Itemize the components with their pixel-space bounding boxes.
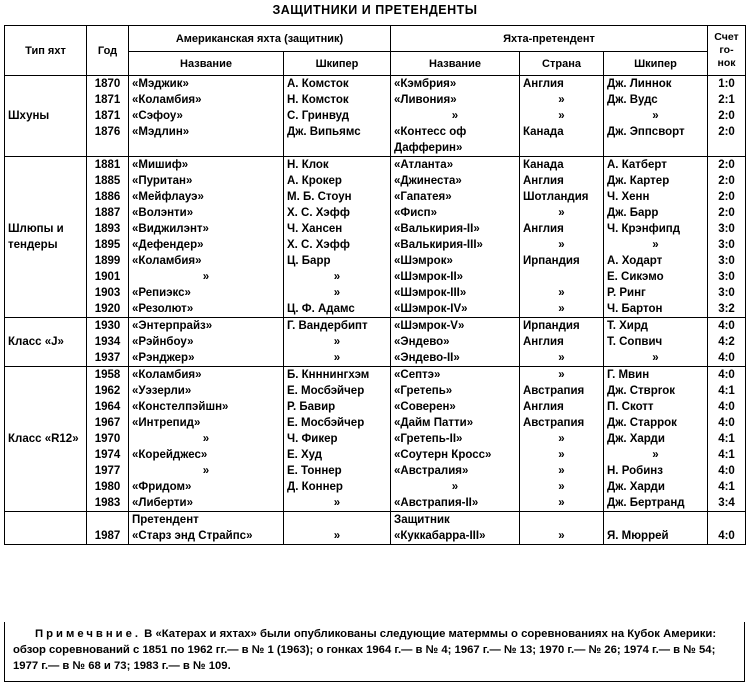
score-entry: 2:0 <box>718 159 735 171</box>
ch-skipper-entry: А. Катберт <box>607 159 667 171</box>
ch-name-entry: «Соверен» <box>394 401 456 413</box>
year-entry: 1970 <box>94 433 121 445</box>
ch-skipper-entry: Г. Мвин <box>607 369 650 381</box>
am-skipper-entry: » <box>333 336 341 348</box>
ch-country-entry: Шотландия <box>523 191 589 203</box>
year-entry: 1987 <box>94 530 121 542</box>
ch-skipper-entry: Ч. Бартон <box>607 303 663 315</box>
year-entry: 1903 <box>94 287 121 299</box>
year-entry: 1901 <box>94 271 121 283</box>
ch-name-column <box>391 76 520 157</box>
ch-name-entry: » <box>451 110 459 122</box>
year-entry: 1895 <box>94 239 121 251</box>
score-entry: 4:0 <box>718 465 735 477</box>
yacht-type: Шлюпы и тендеры <box>8 223 64 251</box>
year-column <box>87 157 129 318</box>
am-name-entry: «Фридом» <box>132 481 192 493</box>
score-entry: 2:0 <box>718 175 735 187</box>
yacht-type: Класс «R12» <box>8 433 79 445</box>
yacht-group-row <box>5 367 746 512</box>
am-name-entry: «Мэджик» <box>132 78 189 90</box>
ch-name-entry: «Джинеста» <box>394 175 462 187</box>
ch-name-entry: «Ливония» <box>394 94 457 106</box>
defenders-table <box>4 25 746 545</box>
ch-name-entry: «Атланта» <box>394 159 454 171</box>
ch-name-column <box>391 367 520 512</box>
score-column <box>708 76 746 157</box>
ch-name-entry: «Гретепь» <box>394 385 453 397</box>
am-name-entry: «Интрепид» <box>132 417 201 429</box>
ch-country-column <box>520 318 604 367</box>
ch-country-entry: Ирпандия <box>523 255 580 267</box>
ch-skipper-entry: Дж. Барр <box>607 207 659 219</box>
am-name-entry: «Коламбия» <box>132 369 202 381</box>
ch-name-entry: «Гапатея» <box>394 191 452 203</box>
am-skipper-entry: » <box>333 352 341 364</box>
am-skipper-column <box>284 318 391 367</box>
am-skipper-entry <box>287 512 387 528</box>
ch-name-column <box>391 157 520 318</box>
ch-skipper-entry: Дж. Старрок <box>607 417 677 429</box>
score-entry: 4:2 <box>718 336 735 348</box>
ch-country-entry: » <box>558 207 565 219</box>
score-column <box>708 157 746 318</box>
ch-country-column <box>520 512 604 545</box>
ch-skipper-entry: П. Скотт <box>607 401 654 413</box>
ch-country-entry: Англия <box>523 223 564 235</box>
am-name-entry: «Мэдлин» <box>132 126 190 138</box>
ch-name-column <box>391 318 520 367</box>
header-challenger: Яхта-претендент <box>391 26 708 52</box>
year-entry: 1870 <box>94 78 121 90</box>
am-name-entry: «Корейджес» <box>132 449 208 461</box>
ch-country-entry: » <box>558 352 565 364</box>
ch-name-entry: «Контесс оф <box>394 126 467 138</box>
year-entry: 1886 <box>94 191 121 203</box>
am-skipper-column <box>284 367 391 512</box>
score-entry: 4:0 <box>718 369 735 381</box>
score-column <box>708 367 746 512</box>
yacht-group-row <box>5 76 746 157</box>
ch-skipper-entry: Н. Робинз <box>607 465 663 477</box>
ch-country-entry: » <box>558 239 565 251</box>
year-column <box>87 318 129 367</box>
ch-country-entry: » <box>558 433 565 445</box>
am-skipper-entry: А. Комсток <box>287 78 349 90</box>
year-entry: 1887 <box>94 207 121 219</box>
ch-skipper-entry: Дж. Стврrок <box>607 385 676 397</box>
yacht-group-row <box>5 318 746 367</box>
am-name-entry: «Репиэкс» <box>132 287 191 299</box>
type-cell-column <box>5 367 87 512</box>
ch-name-entry: «Гретепь-II» <box>394 433 463 445</box>
score-entry: 3:0 <box>718 287 735 299</box>
ch-country-column <box>520 76 604 157</box>
year-entry: 1881 <box>94 159 121 171</box>
header-ch-name: Название <box>391 52 520 76</box>
header-am-skipper: Шкипер <box>284 52 391 76</box>
year-entry: 1937 <box>94 352 121 364</box>
am-name-entry: «Коламбия» <box>132 255 202 267</box>
am-skipper-entry: Ц. Барр <box>287 255 331 267</box>
year-entry: 1893 <box>94 223 121 235</box>
ch-skipper-entry: Ч. Хенн <box>607 191 650 203</box>
am-name-entry: «Коламбия» <box>132 94 202 106</box>
score-entry: 2:0 <box>718 126 735 138</box>
header-american: Американская яхта (защитник) <box>129 26 391 52</box>
am-skipper-entry: С. Гринвуд <box>287 110 350 122</box>
yacht-group-row <box>5 157 746 318</box>
footnote-text: В «Катерах и яхтах» были опубликованы следующие матерммы о соревнованиях на Кубок Америки: обзор соревнований с 1851 по 1962 гг.— в № 1 (1963); о гонках 1964 г.— в № 4; 1967 г.— № 13; 1970 г.— № 26; 1974 г.— в № 54; 1977 г.— в № 68 и 73; 1983 г.— в № 109. <box>13 628 717 672</box>
score-entry: 4:0 <box>718 352 735 364</box>
ch-name-entry: «Куккабарра-III» <box>394 530 486 542</box>
header-score: Счет го-нок <box>708 26 746 76</box>
am-skipper-entry: Ц. Ф. Адамс <box>287 303 355 315</box>
am-name-entry: «Пуритан» <box>132 175 193 187</box>
ch-skipper-entry: Ч. Крэнфипд <box>607 223 681 235</box>
ch-country-entry: Англия <box>523 401 564 413</box>
ch-name-entry: «Эндево» <box>394 336 450 348</box>
ch-country-entry: » <box>558 369 565 381</box>
ch-skipper-entry: » <box>652 110 659 122</box>
ch-country-entry <box>523 269 600 285</box>
ch-name-entry: «Кэмбрия» <box>394 78 457 90</box>
am-skipper-entry: Р. Бавир <box>287 401 336 413</box>
am-skipper-entry: Е. Худ <box>287 449 322 461</box>
ch-country-entry: Канада <box>523 126 564 138</box>
am-name-entry: «Либерти» <box>132 497 194 509</box>
year-entry: 1980 <box>94 481 121 493</box>
ch-name-entry: «Соутерн Кросс» <box>394 449 492 461</box>
am-name-entry: «Дефендер» <box>132 239 204 251</box>
ch-country-entry: » <box>558 481 565 493</box>
am-name-column <box>129 76 284 157</box>
year-entry: 1958 <box>94 369 121 381</box>
am-skipper-entry: Н. Клок <box>287 159 329 171</box>
ch-skipper-entry: Дж. Линнок <box>607 78 672 90</box>
am-name-entry: «Волэнти» <box>132 207 194 219</box>
year-column <box>87 367 129 512</box>
am-skipper-entry: Е. Мосбэйчер <box>287 385 365 397</box>
ch-name-entry: «Фисп» <box>394 207 438 219</box>
am-name-column <box>129 318 284 367</box>
am-skipper-entry: » <box>333 271 341 283</box>
score-entry: 4:1 <box>718 449 735 461</box>
year-column <box>87 76 129 157</box>
header-ch-skipper: Шкипер <box>604 52 708 76</box>
year-entry: 1977 <box>94 465 121 477</box>
ch-name-entry: Дафферин» <box>394 142 463 154</box>
year-entry: 1934 <box>94 336 121 348</box>
am-name-entry: «Мейфлауэ» <box>132 191 204 203</box>
am-skipper-entry: Б. Кнннингхэм <box>287 369 370 381</box>
ch-name-entry: «Эндево-II» <box>394 352 460 364</box>
ch-skipper-entry: Дж. Вудс <box>607 94 658 106</box>
ch-skipper-column <box>604 318 708 367</box>
am-name-entry: «Рэнджер» <box>132 352 195 364</box>
am-name-entry: «Мишиф» <box>132 159 189 171</box>
ch-name-entry: «Шэмрок-IV» <box>394 303 468 315</box>
ch-skipper-entry: Т. Сопвич <box>607 336 663 348</box>
score-entry: 3:2 <box>718 303 735 315</box>
footnote <box>4 622 745 682</box>
score-entry: 4:1 <box>718 433 735 445</box>
am-skipper-entry: » <box>333 287 341 299</box>
am-name-entry: » <box>202 271 210 283</box>
am-skipper-entry: А. Крокер <box>287 175 342 187</box>
year-entry: 1871 <box>94 94 121 106</box>
ch-skipper-entry: Дж. Харди <box>607 481 665 493</box>
year-column <box>87 512 129 545</box>
score-entry: 4:0 <box>718 417 735 429</box>
ch-name-entry: Защитник <box>394 514 450 526</box>
ch-name-entry: «Шэмрок-III» <box>394 287 467 299</box>
am-skipper-entry: Д. Коннер <box>287 481 343 493</box>
ch-country-entry: Австрапия <box>523 417 585 429</box>
score-entry: 4:0 <box>718 530 735 542</box>
am-name-entry: » <box>202 465 210 477</box>
yacht-type: Шхуны <box>8 110 50 122</box>
ch-country-entry: » <box>558 110 565 122</box>
type-cell-column <box>5 157 87 318</box>
am-name-column <box>129 157 284 318</box>
yacht-group-row-1987 <box>5 512 746 545</box>
am-skipper-entry: Х. С. Хэфф <box>287 207 350 219</box>
ch-skipper-entry: А. Ходарт <box>607 255 663 267</box>
score-column <box>708 318 746 367</box>
score-entry: 2:0 <box>718 207 735 219</box>
score-entry: 1:0 <box>718 78 735 90</box>
year-entry: 1885 <box>94 175 121 187</box>
page-title: ЗАЩИТНИКИ И ПРЕТЕНДЕНТЫ <box>272 3 478 17</box>
score-column <box>708 512 746 545</box>
ch-skipper-entry: Я. Мюррей <box>607 530 669 542</box>
year-entry: 1962 <box>94 385 121 397</box>
ch-name-entry: «Валькирия-III» <box>394 239 483 251</box>
header-ch-country: Страна <box>520 52 604 76</box>
ch-skipper-entry: » <box>652 449 659 461</box>
ch-name-entry: «Австралия» <box>394 465 469 477</box>
ch-skipper-column <box>604 76 708 157</box>
ch-name-entry: «Валькирия-II» <box>394 223 480 235</box>
ch-country-entry: Англия <box>523 336 564 348</box>
am-skipper-column <box>284 512 391 545</box>
ch-skipper-entry: Дж. Картер <box>607 175 670 187</box>
am-skipper-entry: Х. С. Хэфф <box>287 239 350 251</box>
score-entry: 3:0 <box>718 271 735 283</box>
type-cell-column <box>5 318 87 367</box>
ch-skipper-column <box>604 367 708 512</box>
am-name-entry: » <box>202 433 210 445</box>
ch-country-entry: Англия <box>523 175 564 187</box>
ch-country-entry: » <box>558 497 565 509</box>
ch-skipper-column <box>604 157 708 318</box>
ch-country-column <box>520 157 604 318</box>
ch-country-entry <box>523 512 600 528</box>
score-entry: 3:4 <box>718 497 735 509</box>
am-name-entry: «Уэзерли» <box>132 385 192 397</box>
ch-name-entry: «Дайм Патти» <box>394 417 474 429</box>
am-name-entry: «Сэфоу» <box>132 110 183 122</box>
ch-country-entry: » <box>558 303 565 315</box>
ch-country-entry: Ирпандия <box>523 320 580 332</box>
am-skipper-entry: » <box>333 530 341 542</box>
am-skipper-entry: Н. Комсток <box>287 94 349 106</box>
ch-name-entry: «Шэмрок-V» <box>394 320 465 332</box>
ch-country-entry: » <box>558 449 565 461</box>
score-entry: 3:0 <box>718 239 735 251</box>
year-entry: 1967 <box>94 417 121 429</box>
year-entry: 1930 <box>94 320 121 332</box>
ch-name-column <box>391 512 520 545</box>
ch-skipper-entry <box>607 512 704 528</box>
ch-country-entry: » <box>558 287 565 299</box>
ch-name-entry: «Шэмрок-II» <box>394 271 464 283</box>
ch-country-entry: » <box>558 465 565 477</box>
ch-name-entry: «Австрапия-II» <box>394 497 479 509</box>
score-entry: 2:0 <box>718 110 735 122</box>
ch-skipper-column <box>604 512 708 545</box>
ch-name-entry: » <box>451 481 459 493</box>
header-year: Год <box>87 26 129 76</box>
am-skipper-entry: Е. Тоннер <box>287 465 342 477</box>
ch-skipper-entry: Р. Ринг <box>607 287 646 299</box>
am-skipper-entry: Ч. Фикер <box>287 433 338 445</box>
year-entry: 1974 <box>94 449 121 461</box>
score-entry: 2:0 <box>718 191 735 203</box>
am-name-entry: «Резолют» <box>132 303 194 315</box>
year-entry: 1983 <box>94 497 121 509</box>
am-skipper-column <box>284 157 391 318</box>
ch-name-entry: «Септэ» <box>394 369 441 381</box>
ch-skipper-entry: » <box>652 352 659 364</box>
ch-skipper-entry: Дж. Эппсворт <box>607 126 685 138</box>
am-name-column <box>129 367 284 512</box>
score-entry: 3:0 <box>718 223 735 235</box>
ch-skipper-entry: Е. Сикэмо <box>607 271 664 283</box>
score-entry: 4:0 <box>718 320 735 332</box>
yacht-type: Класс «J» <box>8 336 64 348</box>
score-entry: 4:0 <box>718 401 735 413</box>
ch-country-entry: » <box>558 94 565 106</box>
ch-country-column <box>520 367 604 512</box>
am-skipper-entry: Е. Мосбэйчер <box>287 417 365 429</box>
header-type: Тип яхт <box>5 26 87 76</box>
am-skipper-entry: Г. Вандербипт <box>287 320 368 332</box>
am-name-entry: «Рэйнбоу» <box>132 336 194 348</box>
ch-skipper-entry: Дж. Бертранд <box>607 497 685 509</box>
am-name-entry: «Констелпэйшн» <box>132 401 229 413</box>
header-am-name: Название <box>129 52 284 76</box>
am-name-entry: «Энтерпрайз» <box>132 320 213 332</box>
am-skipper-entry: Ч. Хансен <box>287 223 343 235</box>
ch-name-entry: «Шэмрок» <box>394 255 453 267</box>
score-entry: 4:1 <box>718 385 735 397</box>
ch-skipper-entry: » <box>652 239 659 251</box>
ch-country-entry: » <box>558 530 565 542</box>
am-name-entry: «Виджилэнт» <box>132 223 209 235</box>
score-entry: 2:1 <box>718 94 735 106</box>
am-name-column <box>129 512 284 545</box>
type-cell-column <box>5 76 87 157</box>
score-entry <box>711 512 742 528</box>
ch-country-entry: Англия <box>523 78 564 90</box>
year-entry: 1964 <box>94 401 121 413</box>
ch-country-entry: Канада <box>523 159 564 171</box>
am-skipper-column <box>284 76 391 157</box>
footnote-label: Примечвние. <box>35 628 142 640</box>
am-skipper-entry: М. Б. Стоун <box>287 191 352 203</box>
year-entry: 1876 <box>94 126 121 138</box>
am-name-entry: Претендент <box>132 514 199 526</box>
score-entry: 4:1 <box>718 481 735 493</box>
year-entry: 1871 <box>94 110 121 122</box>
year-entry: 1920 <box>94 303 121 315</box>
year-entry: 1899 <box>94 255 121 267</box>
ch-skipper-entry: Т. Хирд <box>607 320 648 332</box>
am-name-entry: «Старз энд Страйпс» <box>132 530 253 542</box>
score-entry: 3:0 <box>718 255 735 267</box>
ch-skipper-entry: Дж. Харди <box>607 433 665 445</box>
type-cell-column <box>5 512 87 545</box>
am-skipper-entry: Дж. Випьямс <box>287 126 361 138</box>
ch-country-entry: Австрапия <box>523 385 585 397</box>
am-skipper-entry: » <box>333 497 341 509</box>
